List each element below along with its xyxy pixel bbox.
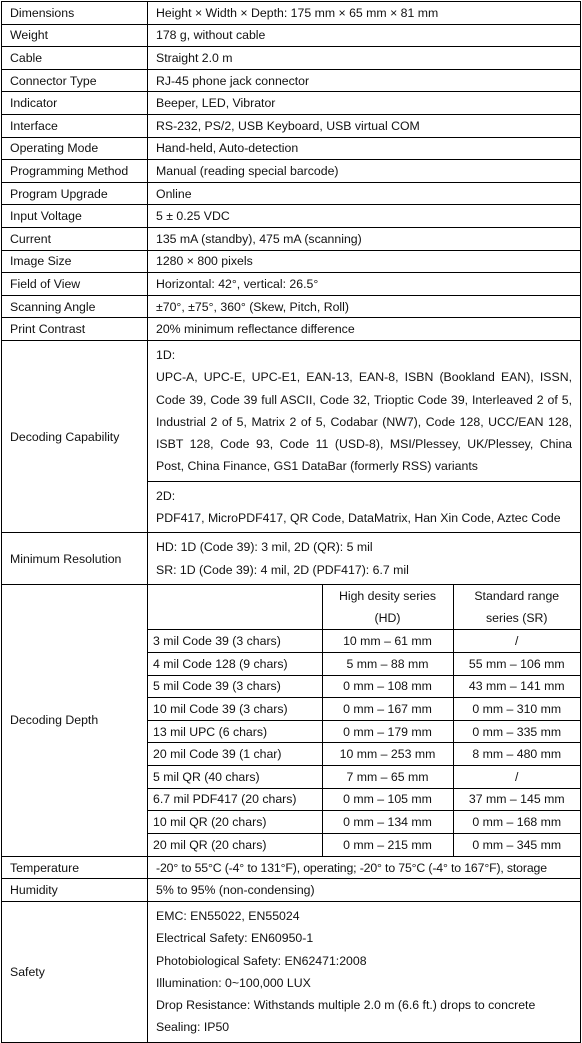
spec-row-safety: [2, 902, 581, 1043]
decoding-1d-title: 1D:: [156, 347, 176, 362]
decoding-2d-title: 2D:: [156, 488, 176, 503]
spec-label: Temperature: [2, 856, 148, 879]
depth-hd-range: 0 mm – 134 mm: [322, 811, 453, 834]
min-resolution-cell: [148, 533, 581, 585]
spec-label: Minimum Resolution: [2, 533, 148, 585]
depth-code: 5 mil Code 39 (3 chars): [148, 675, 322, 698]
spec-value: Manual (reading special barcode): [148, 160, 581, 183]
spec-row-scanning-angle: [2, 295, 581, 318]
depth-sr-range: 8 mm – 480 mm: [453, 743, 580, 766]
depth-hd-range: 10 mm – 61 mm: [322, 630, 453, 653]
spec-value: RJ-45 phone jack connector: [148, 69, 581, 92]
spec-row-temperature: [2, 856, 581, 879]
spec-value: Hand-held, Auto-detection: [148, 137, 581, 160]
depth-header-hd: High desity series (HD): [322, 585, 453, 630]
spec-value: Height × Width × Depth: 175 mm × 65 mm × 81 mm: [148, 2, 581, 25]
decoding-depth-table: [148, 585, 580, 856]
spec-value: RS-232, PS/2, USB Keyboard, USB virtual COM: [148, 114, 581, 137]
spec-row-operating-mode: [2, 137, 581, 160]
depth-code: 10 mil Code 39 (3 chars): [148, 698, 322, 721]
spec-row-humidity: [2, 879, 581, 902]
depth-hd-range: 0 mm – 215 mm: [322, 833, 453, 856]
spec-label: Input Voltage: [2, 205, 148, 228]
safety-line: Electrical Safety: EN60950-1: [156, 931, 314, 946]
spec-value: Straight 2.0 m: [148, 47, 581, 70]
spec-label: Humidity: [2, 879, 148, 902]
depth-row: [148, 788, 580, 811]
spec-row-connector-type: [2, 69, 581, 92]
depth-code: 6.7 mil PDF417 (20 chars): [148, 788, 322, 811]
spec-label: Safety: [2, 902, 148, 1043]
depth-row: [148, 765, 580, 788]
spec-label: Decoding Capability: [2, 340, 148, 532]
spec-value: 178 g, without cable: [148, 24, 581, 47]
depth-row: [148, 720, 580, 743]
depth-sr-range: 55 mm – 106 mm: [453, 652, 580, 675]
spec-label: Interface: [2, 114, 148, 137]
spec-row-cable: [2, 47, 581, 70]
spec-value: 135 mA (standby), 475 mA (scanning): [148, 227, 581, 250]
spec-label: Field of View: [2, 273, 148, 296]
depth-row: [148, 811, 580, 834]
spec-table: [1, 1, 581, 1043]
depth-hd-range: 0 mm – 108 mm: [322, 675, 453, 698]
spec-row-field-of-view: [2, 273, 581, 296]
spec-row-input-voltage: [2, 205, 581, 228]
decoding-1d-cell: [148, 340, 581, 481]
spec-row-interface: [2, 114, 581, 137]
depth-row: [148, 698, 580, 721]
spec-row-print-contrast: [2, 318, 581, 341]
spec-value: 5 ± 0.25 VDC: [148, 205, 581, 228]
spec-row-minimum-resolution: [2, 533, 581, 585]
spec-row-image-size: [2, 250, 581, 273]
depth-sr-range: 43 mm – 141 mm: [453, 675, 580, 698]
spec-row-programming-method: [2, 160, 581, 183]
decoding-2d-text: PDF417, MicroPDF417, QR Code, DataMatrix, Han Xin Code, Aztec Code: [156, 510, 561, 525]
spec-label: Dimensions: [2, 2, 148, 25]
depth-row: [148, 743, 580, 766]
spec-row-weight: [2, 24, 581, 47]
min-resolution-sr: SR: 1D (Code 39): 4 mil, 2D (PDF417): 6.7 mil: [156, 562, 409, 577]
spec-value: Beeper, LED, Vibrator: [148, 92, 581, 115]
spec-label: Connector Type: [2, 69, 148, 92]
spec-label: Programming Method: [2, 160, 148, 183]
depth-sr-range: 0 mm – 335 mm: [453, 720, 580, 743]
spec-row-decoding-depth: [2, 584, 581, 856]
spec-value: Horizontal: 42°, vertical: 26.5°: [148, 273, 581, 296]
depth-sr-range: 0 mm – 310 mm: [453, 698, 580, 721]
spec-label: Scanning Angle: [2, 295, 148, 318]
depth-row: [148, 675, 580, 698]
spec-label: Current: [2, 227, 148, 250]
depth-code: 4 mil Code 128 (9 chars): [148, 652, 322, 675]
depth-sr-range: /: [453, 630, 580, 653]
depth-row: [148, 630, 580, 653]
spec-value: 20% minimum reflectance difference: [148, 318, 581, 341]
spec-label: Program Upgrade: [2, 182, 148, 205]
spec-label: Print Contrast: [2, 318, 148, 341]
spec-row-indicator: [2, 92, 581, 115]
depth-code: 20 mil QR (20 chars): [148, 833, 322, 856]
depth-sr-range: 37 mm – 145 mm: [453, 788, 580, 811]
decoding-2d-cell: [148, 481, 581, 533]
depth-hd-range: 10 mm – 253 mm: [322, 743, 453, 766]
spec-value: -20° to 55°C (-4° to 131°F), operating; -20° to 75°C (-4° to 167°F), storage: [148, 856, 581, 879]
depth-row: [148, 833, 580, 856]
spec-row-decoding-capability-1d: [2, 340, 581, 481]
depth-code: 13 mil UPC (6 chars): [148, 720, 322, 743]
depth-code: 3 mil Code 39 (3 chars): [148, 630, 322, 653]
spec-row-program-upgrade: [2, 182, 581, 205]
depth-hd-range: 5 mm – 88 mm: [322, 652, 453, 675]
spec-value: 5% to 95% (non-condensing): [148, 879, 581, 902]
spec-value: 1280 × 800 pixels: [148, 250, 581, 273]
decoding-1d-text: UPC-A, UPC-E, UPC-E1, EAN-13, EAN-8, ISBN (Bookland EAN), ISSN, Code 39, Code 39 full ASCII, Code 32, Trioptic Code 39, Interleaved 2 of 5, Industrial 2 of 5, Matrix 2 of 5, Codabar (NW7), Code 128, UCC/EAN 128, ISBT 128, Code 93, Code 11 (USD-8), MSI/Plessey, UK/Plessey, China Post, China Finance, GS1 DataBar (formerly RSS) variants: [156, 370, 572, 474]
spec-row-current: [2, 227, 581, 250]
decoding-depth-cell: [148, 584, 581, 856]
depth-header-blank: [148, 585, 322, 630]
depth-row: [148, 652, 580, 675]
depth-code: 20 mil Code 39 (1 char): [148, 743, 322, 766]
spec-label: Cable: [2, 47, 148, 70]
spec-label: Image Size: [2, 250, 148, 273]
spec-value: Online: [148, 182, 581, 205]
depth-code: 10 mil QR (20 chars): [148, 811, 322, 834]
spec-label: Decoding Depth: [2, 584, 148, 856]
depth-hd-range: 7 mm – 65 mm: [322, 765, 453, 788]
depth-sr-range: 0 mm – 168 mm: [453, 811, 580, 834]
safety-line: Photobiological Safety: EN62471:2008: [156, 953, 367, 968]
depth-code: 5 mil QR (40 chars): [148, 765, 322, 788]
safety-line: EMC: EN55022, EN55024: [156, 909, 300, 923]
safety-line: Drop Resistance: Withstands multiple 2.0 m (6.6 ft.) drops to concrete: [156, 998, 536, 1013]
spec-label: Indicator: [2, 92, 148, 115]
min-resolution-hd: HD: 1D (Code 39): 3 mil, 2D (QR): 5 mil: [156, 540, 373, 555]
spec-value: ±70°, ±75°, 360° (Skew, Pitch, Roll): [148, 295, 581, 318]
depth-header-sr: Standard range series (SR): [453, 585, 580, 630]
spec-label: Operating Mode: [2, 137, 148, 160]
depth-hd-range: 0 mm – 167 mm: [322, 698, 453, 721]
safety-line: Sealing: IP50: [156, 1020, 230, 1035]
spec-row-dimensions: [2, 2, 581, 25]
safety-line: Illumination: 0~100,000 LUX: [156, 975, 311, 990]
depth-sr-range: 0 mm – 345 mm: [453, 833, 580, 856]
depth-sr-range: /: [453, 765, 580, 788]
safety-cell: [148, 902, 581, 1043]
depth-hd-range: 0 mm – 105 mm: [322, 788, 453, 811]
depth-header-row: [148, 585, 580, 630]
depth-hd-range: 0 mm – 179 mm: [322, 720, 453, 743]
spec-label: Weight: [2, 24, 148, 47]
